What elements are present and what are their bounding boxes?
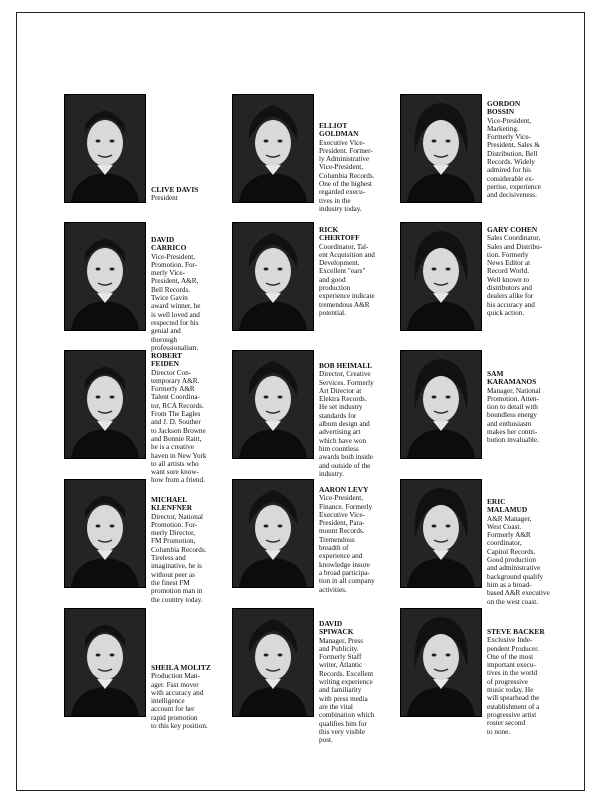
staff-name: RICK CHERTOFF	[319, 225, 360, 243]
staff-description: Director, National Promotion. For- merly Director, FM Promotion, Columbia Records. Tireless and imaginative, he is without peer as the finest FM promotion man in the country today.	[151, 512, 207, 604]
staff-name: BOB HEIMALL	[319, 361, 373, 370]
staff-caption	[487, 628, 569, 736]
staff-description: A&R Manager, West Coast. Formerly A&R coordinator, Capitol Records. Good production and administrative background qualify him as a broad- based A&R executive on the west coast.	[487, 514, 550, 606]
staff-caption	[151, 186, 233, 203]
portrait-photo	[64, 222, 146, 331]
staff-description: President	[151, 194, 178, 203]
staff-name: ROBERT FEIDEN	[151, 351, 182, 369]
staff-name: SAM KARAMANOS	[487, 369, 537, 387]
staff-caption	[487, 226, 569, 317]
staff-caption	[487, 370, 569, 445]
staff-caption	[151, 664, 233, 730]
portrait-photo	[400, 94, 482, 203]
staff-caption	[151, 352, 233, 485]
staff-description: Vice-President, Promotion. For- merly Vice- President, A&R, Bell Records. Twice Gavin award winner, he is well loved and respected for his genial and thorough professionalism.	[151, 252, 201, 352]
staff-name: DAVID CARRICO	[151, 235, 187, 253]
portrait-photo	[232, 479, 314, 588]
staff-description: Sales Coordinator, Sales and Distribu- tion. Formerly News Editor at Record World. Well known to distributors and dealers alike for his accuracy and quick action.	[487, 234, 543, 317]
staff-name: GORDON BOSSIN	[487, 99, 521, 117]
portrait-photo	[64, 350, 146, 459]
staff-description: Director, Creative Services. Formerly Art Director at Elektra Records. He set industry standards for album design and advertising art which have won him countless awards both inside and outside of the industry.	[319, 370, 374, 478]
staff-caption	[487, 100, 569, 200]
portrait-photo	[400, 222, 482, 331]
portrait-photo	[400, 479, 482, 588]
staff-name: AARON LEVY	[319, 485, 369, 494]
staff-caption	[319, 620, 401, 744]
staff-name: STEVE BACKER	[487, 627, 545, 636]
portrait-photo	[400, 350, 482, 459]
staff-name: MICHAEL KLENFNER	[151, 495, 193, 513]
staff-caption	[319, 362, 401, 478]
staff-description: Director Con- temporary A&R. Formerly A&R Talent Coordina- tor, RCA Records. From The Eagles and J. D. Souther to Jackson Browne and Bonnie Raitt, he is a creative haven in New York to all artists who want sore know- how from a friend.	[151, 368, 207, 485]
staff-description: Coordinator, Tal- ent Acquisition and Development. Excellent "ears" and good production experience indicate tremendous A&R potential.	[319, 242, 375, 317]
staff-name: SHEILA MOLITZ	[151, 663, 211, 672]
staff-caption	[319, 226, 401, 317]
portrait-photo	[232, 94, 314, 203]
staff-name: DAVID SPIWACK	[319, 619, 354, 637]
staff-name: ELLIOT GOLDMAN	[319, 121, 359, 139]
staff-name: GARY COHEN	[487, 225, 538, 234]
portrait-photo	[232, 222, 314, 331]
staff-caption	[487, 498, 569, 606]
staff-description: Manager, National Promotion. Atten- tion to detail with boundless energy and enthusiasm makes her contri- bution invaluable.	[487, 386, 541, 445]
staff-caption	[319, 486, 401, 594]
staff-name: CLIVE DAVIS	[151, 185, 199, 194]
staff-description: Production Man- ager. Fast mover with accuracy and intelligence account for her rapid promotion to this key position.	[151, 672, 208, 731]
staff-caption	[319, 122, 401, 213]
portrait-photo	[64, 608, 146, 717]
staff-description: Manager, Press and Publicity. Formerly Staff writer, Atlantic Records. Excellent writing experience and familiarity with press media are the vital combination which qualifies him for this very visible post.	[319, 636, 375, 745]
staff-description: Exclusive Inde- pendent Producer. One of the most important execu- tives in the world of progressive music today. He will spearhead the establishment of a progressive artist roster second to none.	[487, 636, 540, 736]
staff-description: Vice-President, Marketing. Formerly Vice- President, Sales & Distribution, Bell Records. Widely admired for his considerable ex- pertise, experience and decisiveness.	[487, 116, 541, 200]
staff-name: ERIC MALAMUD	[487, 497, 528, 515]
portrait-photo	[232, 608, 314, 717]
portrait-photo	[400, 608, 482, 717]
staff-description: Executive Vice- President. Former- ly Administrative Vice-President, Columbia Records. One of the highest regarded execu- tives in the industry today.	[319, 138, 375, 213]
staff-caption	[151, 496, 233, 604]
portrait-photo	[232, 350, 314, 459]
staff-description: Vice-President, Finance. Formerly Executive Vice- President, Para- mount Records. Tremendous breadth of experience and knowledge insure a broad participa- tion in all company activities.	[319, 494, 375, 594]
portrait-photo	[64, 94, 146, 203]
staff-caption	[151, 236, 233, 352]
portrait-photo	[64, 479, 146, 588]
